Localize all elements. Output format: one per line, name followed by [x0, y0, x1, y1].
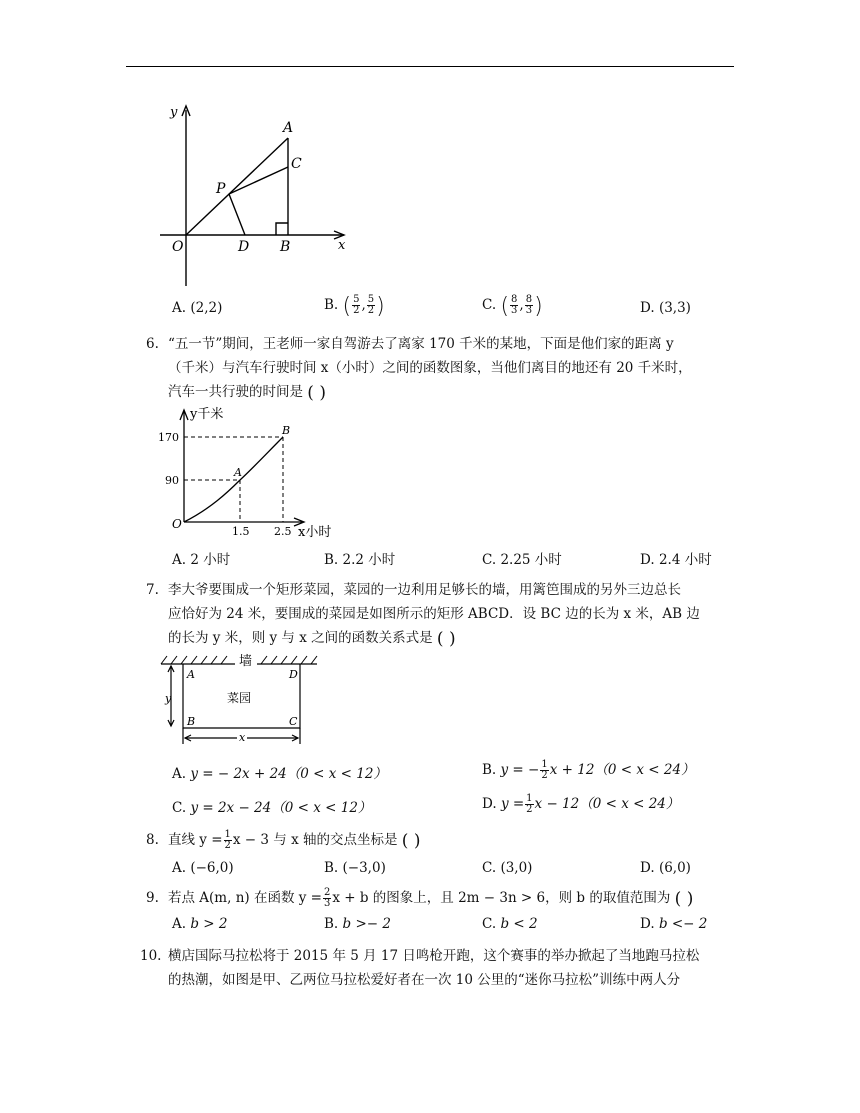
option-text: y = — [500, 796, 525, 812]
q5-option-d[interactable] — [640, 300, 691, 316]
segment-OA — [186, 138, 288, 235]
frac-num: 1 — [224, 829, 231, 840]
question-line: 直线 y = — [168, 832, 223, 848]
label-C: C — [291, 156, 302, 172]
answer-blank[interactable]: ( ) — [674, 889, 694, 909]
q9-option-b[interactable] — [324, 916, 391, 932]
frac-den: 2 — [367, 305, 375, 316]
q8-option-c[interactable] — [482, 860, 532, 876]
frac-den: 3 — [511, 305, 518, 316]
q6-graph — [150, 404, 350, 544]
label-P: P — [216, 181, 226, 197]
label-x: x — [338, 238, 346, 253]
option-text: b <− 2 — [658, 916, 708, 932]
option-letter: B. — [324, 916, 339, 932]
q6-option-b[interactable] — [324, 548, 395, 568]
q8-option-d[interactable] — [640, 860, 691, 876]
frac-num: 2 — [323, 887, 331, 898]
label-B: B — [187, 715, 196, 728]
segment-PD — [229, 194, 245, 235]
question-number: 10. — [140, 948, 162, 964]
label-D: D — [289, 668, 298, 681]
question-number: 9. — [146, 890, 159, 906]
answer-blank[interactable]: ( ) — [401, 831, 421, 851]
question-line: 应恰好为 24 米，要围成的菜园是如图所示的矩形 ABCD．设 BC 边的长为 x 米，AB 边 — [168, 606, 700, 622]
question-line: x − 3 与 x 轴的交点坐标是 — [232, 832, 398, 848]
garden-label: 菜园 — [227, 691, 252, 705]
option-letter: B. — [482, 762, 497, 778]
q9-option-c[interactable] — [482, 916, 538, 932]
question-7 — [146, 578, 740, 651]
question-6 — [146, 332, 740, 405]
q5-option-a[interactable] — [172, 300, 222, 316]
wall-label: 墙 — [239, 654, 253, 669]
option-text: (−6,0) — [190, 860, 234, 876]
label-x: x — [239, 731, 246, 744]
question-line: 的长为 y 米，则 y 与 x 之间的函数关系式是 — [168, 630, 433, 646]
option-text: b > 2 — [190, 916, 228, 932]
option-letter: B. — [324, 297, 339, 313]
option-text: 2.4 小时 — [658, 552, 712, 568]
frac-num: 5 — [353, 294, 360, 305]
y-tick-90: 90 — [165, 474, 179, 487]
option-letter: B. — [324, 860, 339, 876]
option-text: b >− 2 — [342, 916, 391, 932]
label-B: B — [280, 239, 291, 255]
question-9 — [146, 886, 740, 911]
option-text: 2 小时 — [190, 552, 231, 568]
segment-PC — [229, 167, 288, 194]
option-letter: D. — [640, 916, 655, 932]
q5-option-b[interactable]: B. ( $\frac{5}{2}$ , $\frac{5}{2}$ ) — [324, 294, 385, 319]
option-letter: A. — [172, 860, 187, 876]
frac-num: 1 — [541, 759, 548, 770]
point-B-label: B — [282, 424, 291, 437]
question-line: 若点 A(m, n) 在函数 y = — [168, 890, 322, 906]
label-y: y — [170, 105, 178, 120]
question-number: 8. — [146, 832, 159, 848]
option-text: (3,3) — [658, 300, 691, 316]
frac-num: 8 — [525, 294, 533, 305]
q7-option-d[interactable] — [482, 792, 679, 815]
option-letter: C. — [172, 800, 187, 816]
right-angle-mark — [276, 223, 288, 235]
option-letter: D. — [640, 860, 655, 876]
option-text: y = 2x − 24（0 < x < 12） — [190, 800, 372, 816]
q5-option-c[interactable]: C. ( $\frac{8}{3}$ , $\frac{8}{3}$ ) — [482, 294, 543, 319]
q6-option-a[interactable] — [172, 548, 230, 568]
x-tick-2-5: 2.5 — [274, 525, 292, 538]
question-line: x + b 的图象上，且 2m − 3n > 6，则 b 的取值范围为 — [332, 890, 671, 906]
question-line: 的热潮，如图是甲、乙两位马拉松爱好者在一次 10 公里的“迷你马拉松”训练中两人分 — [168, 972, 681, 988]
header-rule — [126, 66, 734, 67]
frac-num: 1 — [526, 793, 533, 804]
option-text: 2.2 小时 — [342, 552, 396, 568]
label-C: C — [289, 715, 298, 728]
answer-blank[interactable]: ( ) — [436, 629, 456, 649]
question-line: “五一节”期间，王老师一家自驾游去了离家 170 千米的某地，下面是他们家的距离 y — [168, 336, 674, 352]
frac-den: 2 — [353, 305, 360, 316]
option-letter: A. — [172, 300, 187, 316]
x-tick-1-5: 1.5 — [232, 525, 250, 538]
answer-blank[interactable]: ( ) — [307, 383, 326, 403]
label-A: A — [283, 120, 294, 136]
point-A-label: A — [234, 466, 242, 479]
q6-option-d[interactable] — [640, 548, 712, 568]
label-D: D — [238, 239, 250, 255]
frac-den: 2 — [526, 804, 533, 815]
option-text: b < 2 — [500, 916, 538, 932]
option-letter: C. — [482, 297, 497, 313]
option-text: (3,0) — [500, 860, 533, 876]
q7-option-b[interactable] — [482, 758, 695, 781]
option-letter: A. — [172, 916, 187, 932]
option-text: 2.25 小时 — [500, 552, 562, 568]
label-y: y — [165, 692, 172, 705]
x-axis-label: x小时 — [298, 525, 332, 540]
q7-option-a[interactable] — [172, 762, 387, 782]
label-O: O — [172, 239, 184, 255]
option-letter: C. — [482, 552, 497, 568]
q9-option-a[interactable] — [172, 916, 227, 932]
option-text: (6,0) — [658, 860, 691, 876]
option-text: (2,2) — [190, 300, 223, 316]
option-text: y = − 2x + 24（0 < x < 12） — [190, 766, 387, 782]
option-text: x + 12（0 < x < 24） — [549, 762, 695, 778]
option-letter: D. — [482, 796, 497, 812]
option-letter: B. — [324, 552, 339, 568]
question-8 — [146, 828, 740, 853]
question-line: 横店国际马拉松将于 2015 年 5 月 17 日鸣枪开跑，这个赛事的举办掀起了当地跑马拉松 — [168, 948, 700, 964]
q9-option-d[interactable] — [640, 916, 707, 932]
frac-den: 3 — [525, 305, 533, 316]
q7-option-c[interactable] — [172, 796, 371, 816]
question-10 — [140, 944, 734, 992]
question-number: 6. — [146, 336, 159, 352]
option-text: y = − — [500, 762, 540, 778]
question-line: 汽车一共行驶的时间是 — [168, 384, 303, 400]
option-text: x − 12（0 < x < 24） — [534, 796, 680, 812]
q8-option-a[interactable] — [172, 860, 234, 876]
option-letter: C. — [482, 916, 497, 932]
option-letter: D. — [640, 300, 655, 316]
q7-figure — [155, 650, 325, 750]
option-letter: A. — [172, 552, 187, 568]
q8-option-b[interactable] — [324, 860, 386, 876]
q6-option-c[interactable] — [482, 548, 562, 568]
frac-den: 2 — [541, 770, 548, 781]
y-axis-label: y千米 — [190, 407, 224, 422]
option-text: (−3,0) — [342, 860, 386, 876]
option-letter: D. — [640, 552, 655, 568]
frac-num: 5 — [367, 294, 375, 305]
question-number: 7. — [146, 582, 159, 598]
q5-figure — [150, 96, 360, 286]
frac-den: 3 — [323, 898, 331, 909]
y-tick-170: 170 — [158, 431, 179, 444]
question-line: 李大爷要围成一个矩形菜园，菜园的一边利用足够长的墙，用篱笆围成的另外三边总长 — [168, 582, 681, 598]
option-letter: A. — [172, 766, 187, 782]
question-line: （千米）与汽车行驶时间 x（小时）之间的函数图象，当他们离目的地还有 20 千米时， — [168, 360, 692, 376]
frac-num: 8 — [511, 294, 518, 305]
label-A: A — [187, 668, 195, 681]
frac-den: 2 — [224, 840, 231, 851]
option-letter: C. — [482, 860, 497, 876]
origin-label: O — [172, 517, 182, 531]
